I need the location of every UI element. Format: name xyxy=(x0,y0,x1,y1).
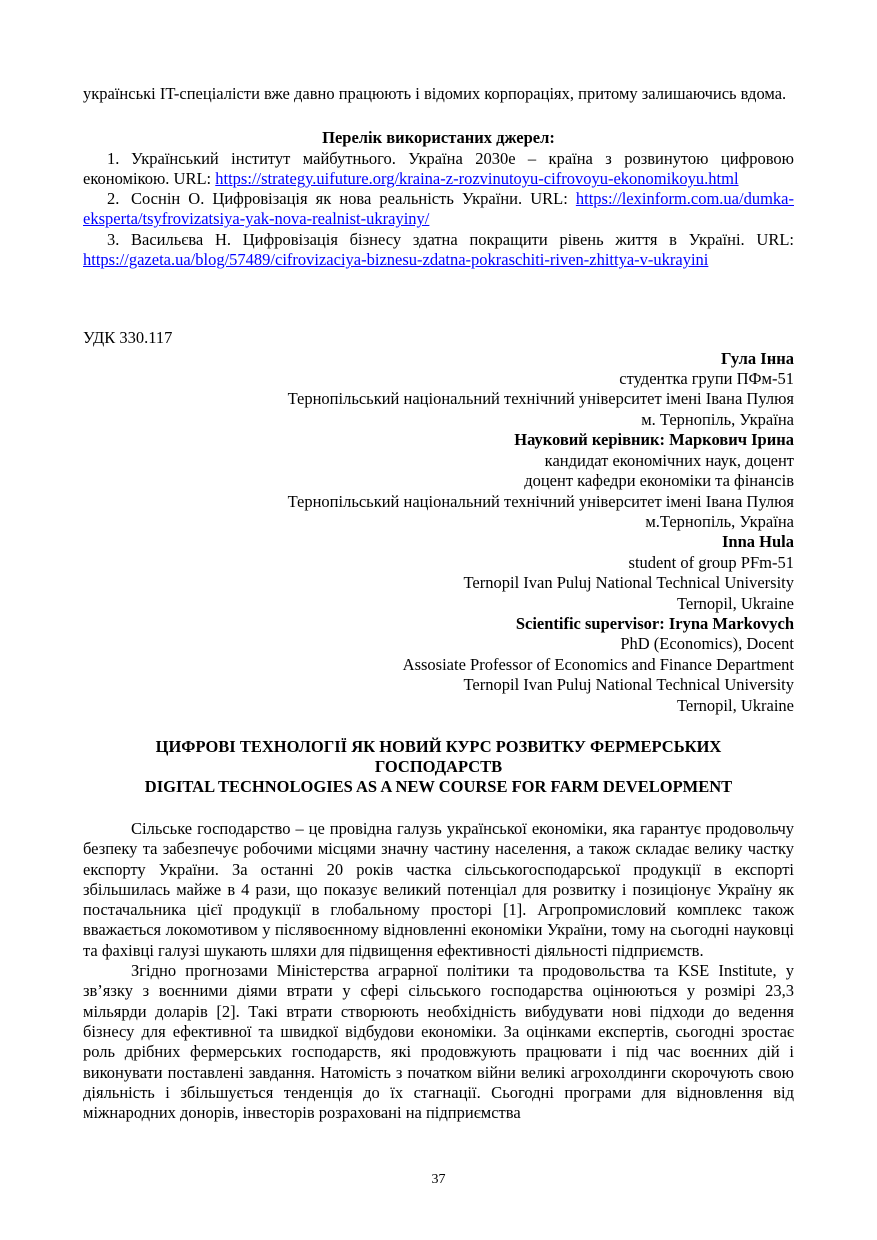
supervisor-name-ua: Науковий керівник: Маркович Ірина xyxy=(514,430,794,450)
author-university-en: Ternopil Ivan Puluj National Technical University xyxy=(463,573,794,593)
source-text: Соснін О. Цифровізація як нова реальність України. URL: xyxy=(131,189,576,209)
supervisor-university-ua: Тернопільський національний технічний університет імені Івана Пулюя xyxy=(287,491,794,511)
top-paragraph: українські IT-спеціалісти вже давно працюють і відомих корпораціях, притому залишаючись вдома. xyxy=(83,84,787,103)
source-text: Васильєва Н. Цифровізація бізнесу здатна покращити рівень життя в Україні. URL: xyxy=(131,229,794,249)
author-university-ua: Тернопільський національний технічний університет імені Івана Пулюя xyxy=(287,389,794,409)
author-block xyxy=(83,349,794,716)
source-text: Український інститут майбутнього. Україна 2030е – країна з розвинутою цифровою економікою. URL: xyxy=(83,148,794,188)
article-body xyxy=(83,819,794,1123)
udc-code: УДК 330.117 xyxy=(83,328,173,348)
author-name-en: Inna Hula xyxy=(722,532,794,552)
source-link[interactable]: https://gazeta.ua/blog/57489/cifrovizaciya-biznesu-zdatna-pokraschiti-riven-zhittya-v-ukrayini xyxy=(83,250,709,270)
title-ua-line-1: ЦИФРОВІ ТЕХНОЛОГІЇ ЯК НОВИЙ КУРС РОЗВИТКУ ФЕРМЕРСЬКИХ xyxy=(155,736,722,756)
source-number: 3. xyxy=(107,229,120,249)
source-number: 1. xyxy=(107,148,120,168)
supervisor-city-ua: м.Тернопіль, Україна xyxy=(645,511,794,531)
body-paragraph-2: Згідно прогнозами Міністерства аграрної політики та продовольства та KSE Institute, у зв’язку з воєнними діями втрати у сфері сільського господарства оцінюються у розмірі 23,3 мільярди доларів [2]. Такі втрати створюють необхідність вибудувати нові підходи до ведення бізнесу для ефективної та швидкої відбудови економіки. За оцінками експертів, сьогодні зростає роль дрібних фермерських господарств, які продовжують працювати і під час воєнних дій і виконувати поставлені завдання. Натомість з початком війни великі агрохолдинги скорочують свою діяльність і збільшується тенденція до їх стагнації. Сьогодні програми для відновлення від міжнародних донорів, інвесторів розраховані на підприємства xyxy=(83,961,794,1123)
author-city-ua: м. Тернопіль, Україна xyxy=(641,409,794,429)
author-city-en: Ternopil, Ukraine xyxy=(676,593,794,613)
source-link[interactable]: https://lexinform.com.ua/dumka-eksperta/tsyfrovizatsiya-yak-nova-realnist-ukrayiny/ xyxy=(83,189,794,229)
supervisor-degree-ua: кандидат економічних наук, доцент xyxy=(544,450,794,470)
title-ua-line-2: ГОСПОДАРСТВ xyxy=(374,756,503,776)
author-group-en: student of group PFm-51 xyxy=(628,552,794,572)
body-paragraph-1: Сільське господарство – це провідна галузь української економіки, яка гарантує продовольчу безпеку та забезпечує робочими місцями значну частину населення, а також складає велику частку експорту України. За останні 20 років частка сільськогосподарської продукції в експорті збільшилась майже в 4 рази, що показує великий потенціал для розвитку і позиціонує Україну як постачальника цієї продукції в глобальному просторі [1]. Агропромисловий комплекс також вважається локомотивом у післявоєнному відновленні економіки України, тому на сьогодні науковці та фахівці галузі шукають шляхи для підвищення ефективності діяльності підприємств. xyxy=(83,818,794,960)
author-name-ua: Гула Інна xyxy=(720,348,794,368)
source-link[interactable]: https://strategy.uifuture.org/kraina-z-rozvinutoyu-cifrovoyu-ekonomikoyu.html xyxy=(215,168,739,188)
sources-heading: Перелік використаних джерел: xyxy=(322,128,555,148)
source-number: 2. xyxy=(107,189,120,209)
sources-list xyxy=(83,149,794,271)
author-group-ua: студентка групи ПФм-51 xyxy=(619,369,794,389)
supervisor-degree-en: PhD (Economics), Docent xyxy=(620,634,794,654)
source-item-2 xyxy=(83,189,794,230)
supervisor-position-en: Assosiate Professor of Economics and Finance Department xyxy=(402,654,794,674)
supervisor-name-en: Scientific supervisor: Iryna Markovych xyxy=(515,613,794,633)
title-en: DIGITAL TECHNOLOGIES AS A NEW COURSE FOR FARM DEVELOPMENT xyxy=(144,776,733,796)
supervisor-university-en: Ternopil Ivan Puluj National Technical University xyxy=(463,675,794,695)
document-page xyxy=(83,84,794,1123)
source-item-1 xyxy=(83,149,794,190)
supervisor-city-en: Ternopil, Ukraine xyxy=(676,695,794,715)
source-item-3 xyxy=(83,230,794,271)
page-number: 37 xyxy=(431,1172,446,1187)
article-title xyxy=(83,737,794,797)
supervisor-position-ua: доцент кафедри економіки та фінансів xyxy=(524,471,794,491)
